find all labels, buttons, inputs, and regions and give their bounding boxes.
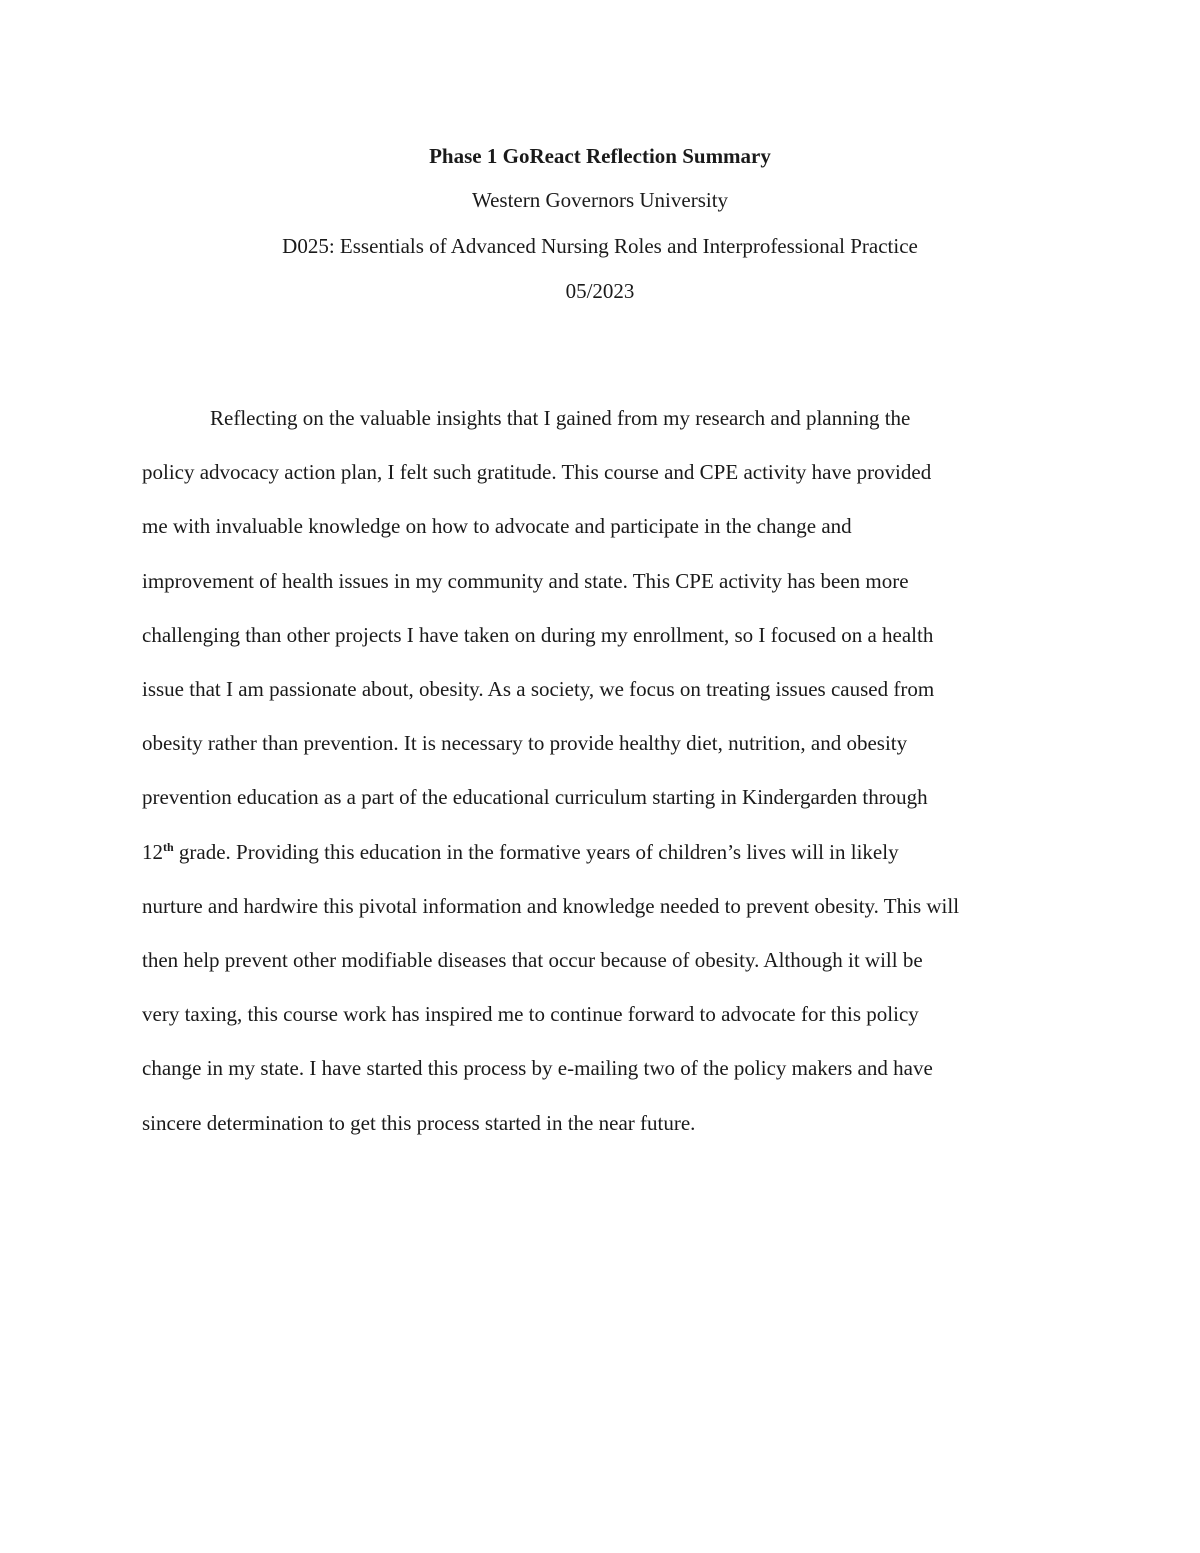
document-title: Phase 1 GoReact Reflection Summary: [429, 144, 771, 168]
reflection-paragraph: [142, 391, 1062, 1150]
paragraph-line: then help prevent other modifiable diseases that occur because of obesity. Although it will be: [142, 948, 923, 973]
paragraph-line: me with invaluable knowledge on how to advocate and participate in the change and: [142, 514, 852, 539]
institution-name: Western Governors University: [471, 188, 729, 212]
paragraph-line: very taxing, this course work has inspired me to continue forward to advocate for this policy: [142, 1002, 919, 1027]
grade-ordinal-suffix: th: [163, 839, 174, 854]
paragraph-line: prevention education as a part of the educational curriculum starting in Kindergarden through: [142, 785, 928, 810]
paragraph-line: challenging than other projects I have taken on during my enrollment, so I focused on a health: [142, 622, 934, 647]
course-name: D025: Essentials of Advanced Nursing Roles and Interprofessional Practice: [282, 234, 918, 258]
document-date: 05/2023: [565, 279, 635, 303]
paragraph-line: sincere determination to get this process started in the near future.: [142, 1110, 696, 1135]
paragraph-line: change in my state. I have started this process by e-mailing two of the policy makers and have: [142, 1056, 933, 1081]
paragraph-line: issue that I am passionate about, obesity. As a society, we focus on treating issues caused from: [142, 677, 935, 702]
paragraph-line: policy advocacy action plan, I felt such gratitude. This course and CPE activity have provided: [142, 460, 932, 485]
paragraph-line-grade: [142, 825, 1062, 879]
paragraph-line: obesity rather than prevention. It is necessary to provide healthy diet, nutrition, and obesity: [142, 731, 908, 756]
paragraph-line: improvement of health issues in my community and state. This CPE activity has been more: [142, 568, 909, 593]
paragraph-line: Reflecting on the valuable insights that I gained from my research and planning the: [210, 406, 911, 430]
grade-line-text: grade. Providing this education in the formative years of children’s lives will in likely: [173, 839, 899, 864]
grade-number: 12: [142, 839, 163, 864]
paragraph-line: nurture and hardwire this pivotal information and knowledge needed to prevent obesity. This will: [142, 893, 960, 918]
